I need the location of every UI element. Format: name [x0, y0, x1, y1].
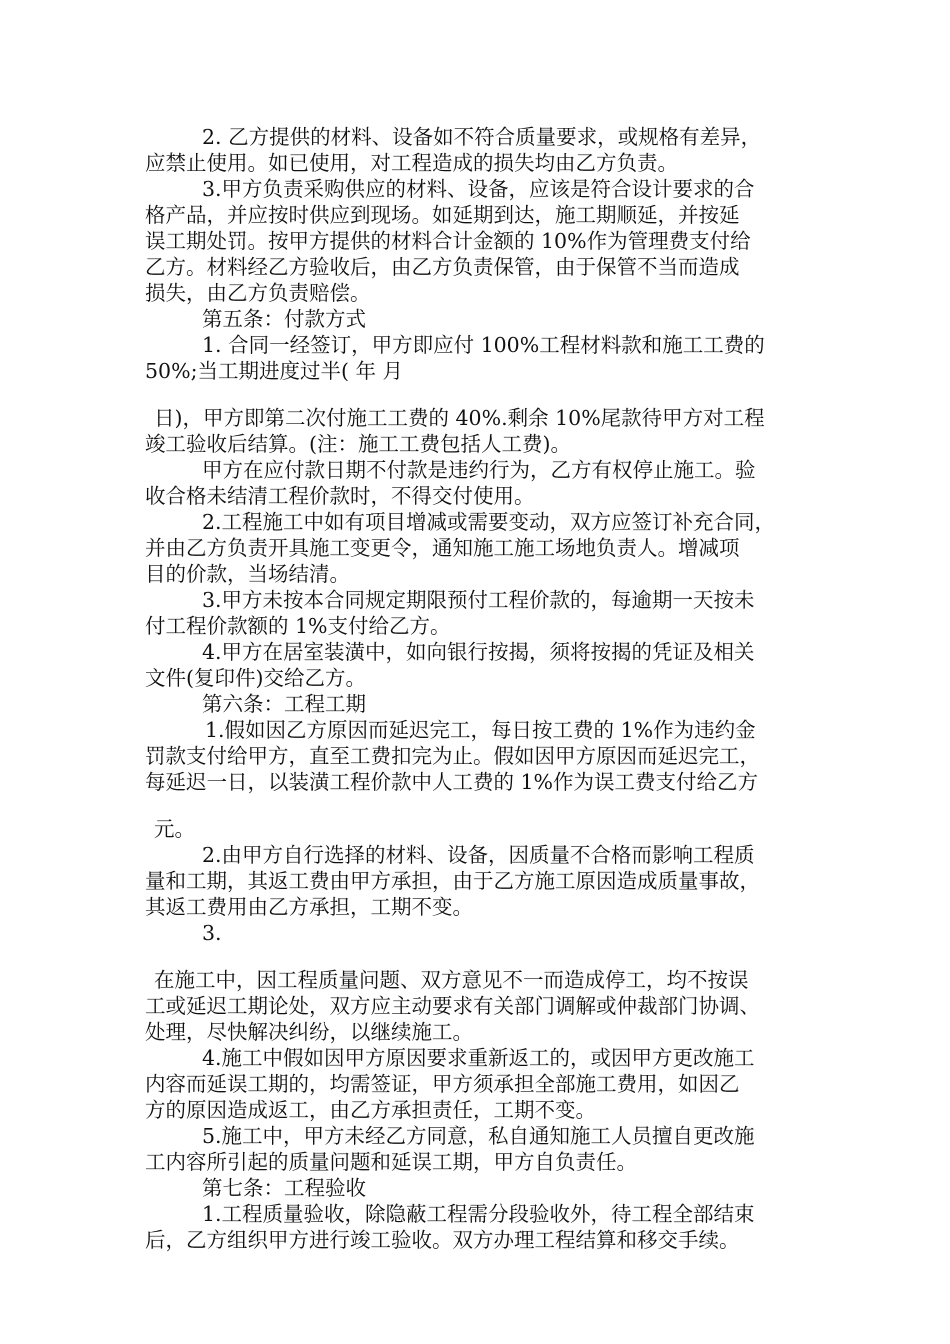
- text-line: 4.甲方在居室装潢中，如向银行按揭，须将按揭的凭证及相关: [202, 640, 755, 664]
- text-line: 日)，甲方即第二次付施工工费的 40%.剩余 10%尾款待甲方对工程: [154, 406, 765, 430]
- text-line: 3.甲方负责采购供应的材料、设备，应该是符合设计要求的合: [202, 177, 755, 201]
- text-line: 3.: [202, 921, 222, 945]
- text-line: 4.施工中假如因甲方原因要求重新返工的，或因甲方更改施工: [202, 1046, 755, 1070]
- text-line: 1.工程质量验收，除隐蔽工程需分段验收外，待工程全部结束: [202, 1202, 755, 1226]
- text-line: 罚款支付给甲方，直至工费扣完为止。假如因甲方原因而延迟完工，: [145, 744, 760, 768]
- text-line: 乙方。材料经乙方验收后，由乙方负责保管，由于保管不当而造成: [145, 255, 740, 279]
- text-line: 损失，由乙方负责赔偿。: [145, 281, 371, 305]
- text-line: 1.假如因乙方原因而延迟完工，每日按工费的 1%作为违约金: [205, 718, 756, 742]
- text-line: 收合格未结清工程价款时，不得交付使用。: [145, 484, 535, 508]
- text-line: 2. 乙方提供的材料、设备如不符合质量要求，或规格有差异，: [202, 125, 762, 149]
- text-line: 格产品，并应按时供应到现场。如延期到达，施工期顺延，并按延: [145, 203, 740, 227]
- text-line: 甲方在应付款日期不付款是违约行为，乙方有权停止施工。验: [202, 458, 756, 482]
- text-line: 2.由甲方自行选择的材料、设备，因质量不合格而影响工程质: [202, 843, 755, 867]
- text-line: 内容而延误工期的，均需签证，甲方须承担全部施工费用，如因乙: [145, 1072, 740, 1096]
- text-line: 2.工程施工中如有项目增减或需要变动，双方应签订补充合同，: [202, 510, 776, 534]
- text-line: 工或延迟工期论处，双方应主动要求有关部门调解或仲裁部门协调、: [145, 994, 760, 1018]
- text-line: 5.施工中，甲方未经乙方同意，私自通知施工人员擅自更改施: [202, 1124, 755, 1148]
- text-line: 量和工期，其返工费由甲方承担，由于乙方施工原因造成质量事故，: [145, 869, 760, 893]
- text-line: 竣工验收后结算。(注：施工工费包括人工费)。: [145, 432, 571, 456]
- text-line: 其返工费用由乙方承担，工期不变。: [145, 895, 473, 919]
- section-heading: 第六条：工程工期: [202, 692, 366, 716]
- text-line: 3.甲方未按本合同规定期限预付工程价款的，每逾期一天按未: [202, 588, 755, 612]
- text-line: 在施工中，因工程质量问题、双方意见不一而造成停工，均不按误: [154, 968, 749, 992]
- text-line: 目的价款，当场结清。: [145, 562, 350, 586]
- text-line: 文件(复印件)交给乙方。: [145, 666, 366, 690]
- text-line: 工内容所引起的质量问题和延误工期，甲方自负责任。: [145, 1150, 637, 1174]
- text-line: 误工期处罚。按甲方提供的材料合计金额的 10%作为管理费支付给: [145, 229, 751, 253]
- text-line: 元。: [154, 817, 195, 841]
- text-line: 付工程价款额的 1%支付给乙方。: [145, 614, 451, 638]
- text-line: 并由乙方负责开具施工变更令，通知施工施工场地负责人。增减项: [145, 536, 740, 560]
- section-heading: 第七条：工程验收: [202, 1176, 366, 1200]
- text-line: 50%;当工期进度过半( 年 月: [145, 359, 404, 383]
- text-line: 每延迟一日，以装潢工程价款中人工费的 1%作为误工费支付给乙方: [145, 770, 759, 794]
- section-heading: 第五条：付款方式: [202, 307, 366, 331]
- text-line: 处理，尽快解决纠纷，以继续施工。: [145, 1020, 473, 1044]
- text-line: 应禁止使用。如已使用，对工程造成的损失均由乙方负责。: [145, 151, 678, 175]
- text-line: 后，乙方组织甲方进行竣工验收。双方办理工程结算和移交手续。: [145, 1228, 740, 1252]
- text-line: 1. 合同一经签订，甲方即应付 100%工程材料款和施工工费的: [202, 333, 765, 357]
- text-line: 方的原因造成返工，由乙方承担责任，工期不变。: [145, 1098, 596, 1122]
